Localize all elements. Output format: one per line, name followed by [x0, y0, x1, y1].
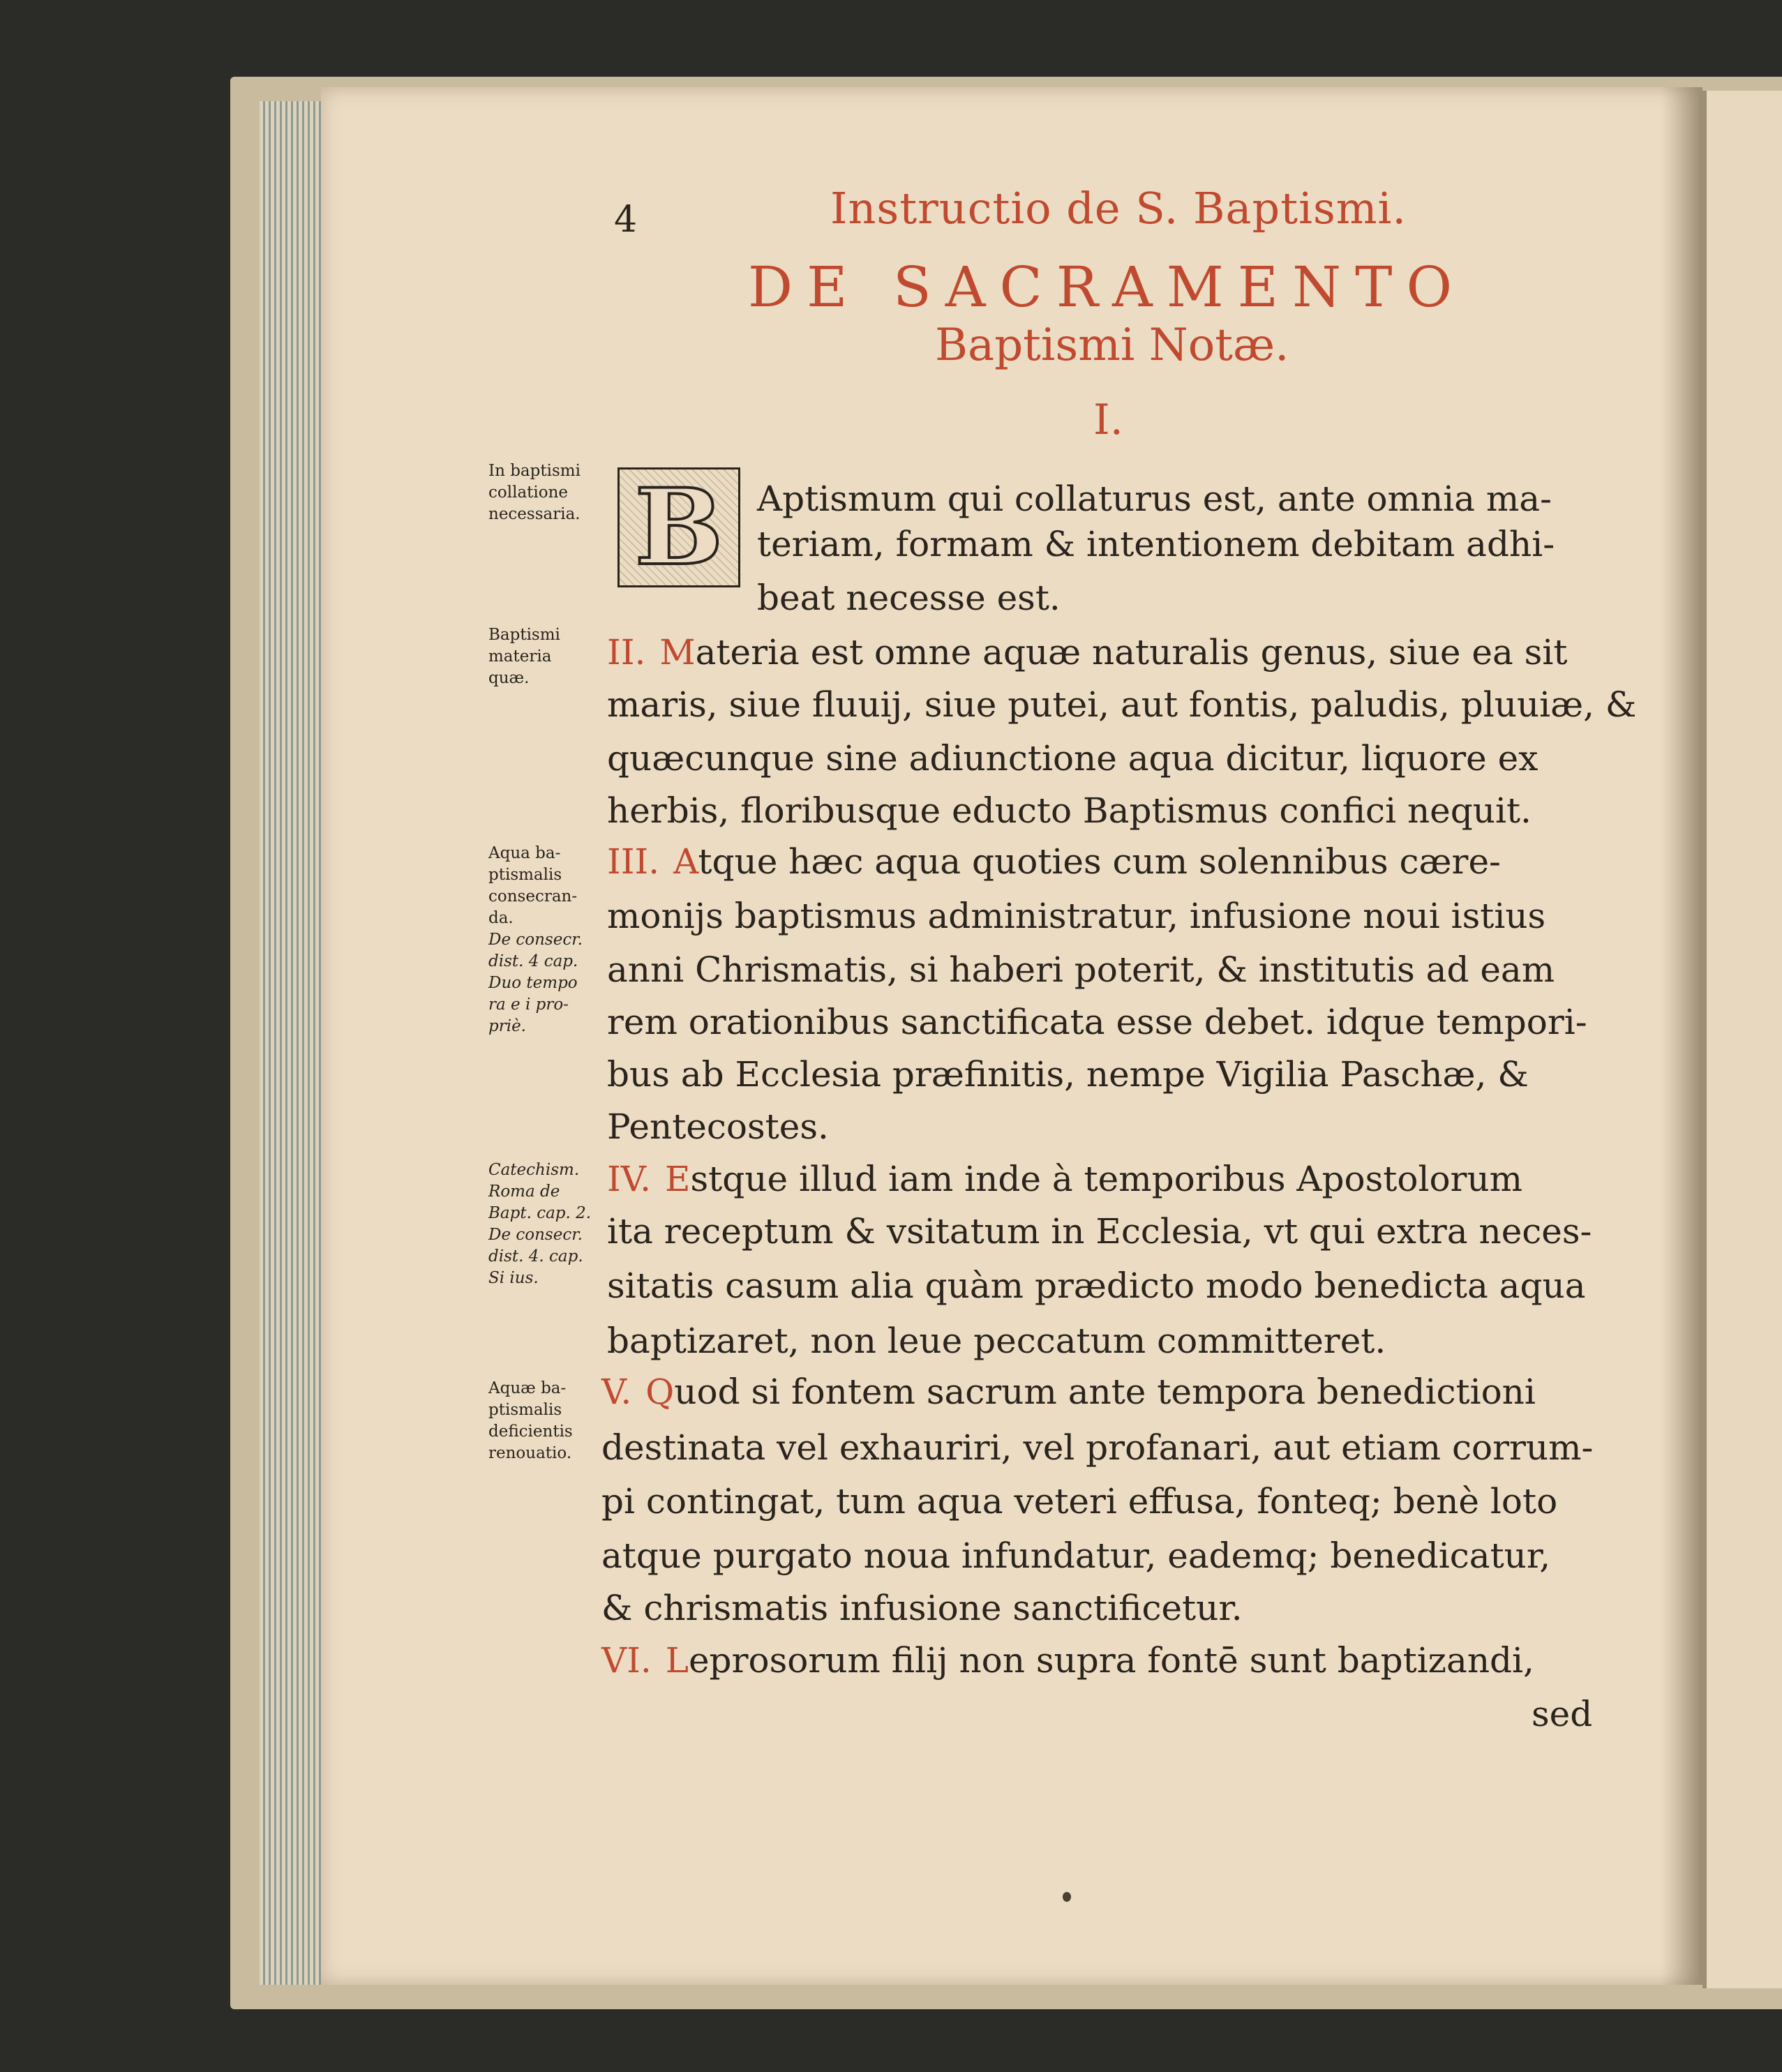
line-text: uod si fontem sacrum ante tempora benedictioni — [674, 1372, 1536, 1412]
section-number: I. — [1093, 396, 1123, 444]
paragraph-number: III. — [607, 841, 660, 882]
folio-number: 4 — [614, 199, 638, 241]
text-line: Aptismum qui collaturus est, ante omnia ma- — [757, 479, 1552, 519]
text-line: pi contingat, tum aqua veteri effusa, fonteq; benè loto — [601, 1481, 1558, 1522]
margin-line: materia — [488, 647, 552, 666]
text-line: beat necesse est. — [757, 578, 1061, 618]
text-line: maris, siue fluuij, siue putei, aut fontis, paludis, pluuiæ, & — [607, 684, 1637, 725]
decorated-initial — [617, 467, 740, 587]
gutter-shadow — [1661, 87, 1702, 1985]
margin-line: ptismalis — [488, 1401, 562, 1419]
margin-line: Aquæ ba- — [488, 1379, 567, 1397]
text-line — [601, 1372, 1536, 1412]
paragraph-number: VI. — [601, 1640, 652, 1681]
margin-line: Bapt. cap. 2. — [488, 1204, 592, 1222]
margin-line: collatione — [488, 483, 569, 502]
lead-letter: M — [659, 632, 696, 673]
catchword: sed — [1532, 1694, 1593, 1734]
margin-line: renouatio. — [488, 1444, 572, 1462]
margin-note-2 — [488, 624, 560, 689]
text-line: sitatis casum alia quàm prædicto modo benedicta aqua — [607, 1266, 1586, 1306]
paragraph-number: V. — [601, 1372, 632, 1412]
chapter-title: DE SACRAMENTO — [748, 255, 1467, 320]
text-line: monijs baptismus administratur, infusione noui istius — [607, 896, 1546, 936]
chapter-subtitle: Baptismi Notæ. — [935, 320, 1289, 371]
text-line: bus ab Ecclesia præfinitis, nempe Vigilia Paschæ, & — [607, 1054, 1529, 1095]
text-line: anni Chrismatis, si haberi poterit, & institutis ad eam — [607, 949, 1555, 990]
paragraph-number: II. — [607, 632, 646, 673]
text-line: baptizaret, non leue peccatum committeret. — [607, 1321, 1386, 1361]
text-line — [607, 841, 1501, 882]
text-line: rem orationibus sanctificata esse debet. idque tempori- — [607, 1002, 1587, 1042]
margin-note-4 — [488, 1159, 591, 1289]
text-line: destinata vel exhauriri, vel profanari, aut etiam corrum- — [601, 1427, 1594, 1468]
text-line — [607, 632, 1568, 673]
text-line: herbis, floribusque educto Baptismus confici nequit. — [607, 790, 1532, 831]
lead-letter: Q — [645, 1372, 675, 1412]
margin-line: In baptismi — [488, 462, 581, 480]
margin-line: necessaria. — [488, 505, 581, 523]
margin-note-5 — [488, 1378, 573, 1464]
margin-line: Roma de — [488, 1183, 560, 1201]
margin-line: Baptismi — [488, 626, 560, 644]
paper-speck — [1063, 1892, 1071, 1902]
page-edges — [260, 101, 327, 1985]
margin-line: De consecr. — [488, 1226, 583, 1244]
running-head: Instructio de S. Baptismi. — [830, 183, 1407, 234]
text-line: ita receptum & vsitatum in Ecclesia, vt qui extra neces- — [607, 1211, 1592, 1252]
margin-line: ra e i pro- — [488, 996, 569, 1014]
margin-line: da. — [488, 909, 514, 927]
margin-line: deficientis — [488, 1422, 573, 1441]
margin-line: dist. 4 cap. — [488, 952, 578, 970]
text-line: quæcunque sine adiunctione aqua dicitur, liquore ex — [607, 738, 1538, 779]
margin-line: consecran- — [488, 887, 578, 906]
line-text: stque illud iam inde à temporibus Apostolorum — [690, 1159, 1523, 1199]
line-text: ateria est omne aquæ naturalis genus, siue ea sit — [695, 632, 1568, 673]
margin-line: ptismalis — [488, 866, 562, 884]
margin-line: Aqua ba- — [488, 844, 561, 862]
margin-line: Duo tempo — [488, 974, 578, 992]
paragraph-number: IV. — [607, 1159, 652, 1199]
facing-page-edge — [1702, 91, 1782, 1988]
lead-letter: L — [665, 1640, 689, 1681]
line-text: eprosorum filij non supra fontē sunt baptizandi, — [688, 1640, 1534, 1681]
lead-letter: E — [665, 1159, 691, 1199]
margin-line: Si ius. — [488, 1269, 539, 1287]
margin-note-1 — [488, 460, 581, 525]
lead-letter: A — [673, 841, 698, 882]
text-line: & chrismatis infusione sanctificetur. — [601, 1588, 1243, 1628]
text-line: Pentecostes. — [607, 1106, 829, 1147]
text-line: atque purgato noua infundatur, eademq; benedicatur, — [601, 1536, 1551, 1576]
margin-note-3 — [488, 843, 583, 1037]
margin-line: dist. 4. cap. — [488, 1247, 583, 1266]
margin-line: quæ. — [488, 669, 530, 687]
margin-line: Catechism. — [488, 1161, 580, 1179]
text-line — [601, 1640, 1534, 1681]
text-line — [607, 1159, 1523, 1199]
text-line: teriam, formam & intentionem debitam adhi- — [757, 524, 1555, 564]
initial-letter: B — [634, 466, 724, 589]
margin-line: priè. — [488, 1017, 526, 1035]
margin-line: De consecr. — [488, 931, 583, 949]
line-text: tque hæc aqua quoties cum solennibus cære- — [698, 841, 1501, 882]
